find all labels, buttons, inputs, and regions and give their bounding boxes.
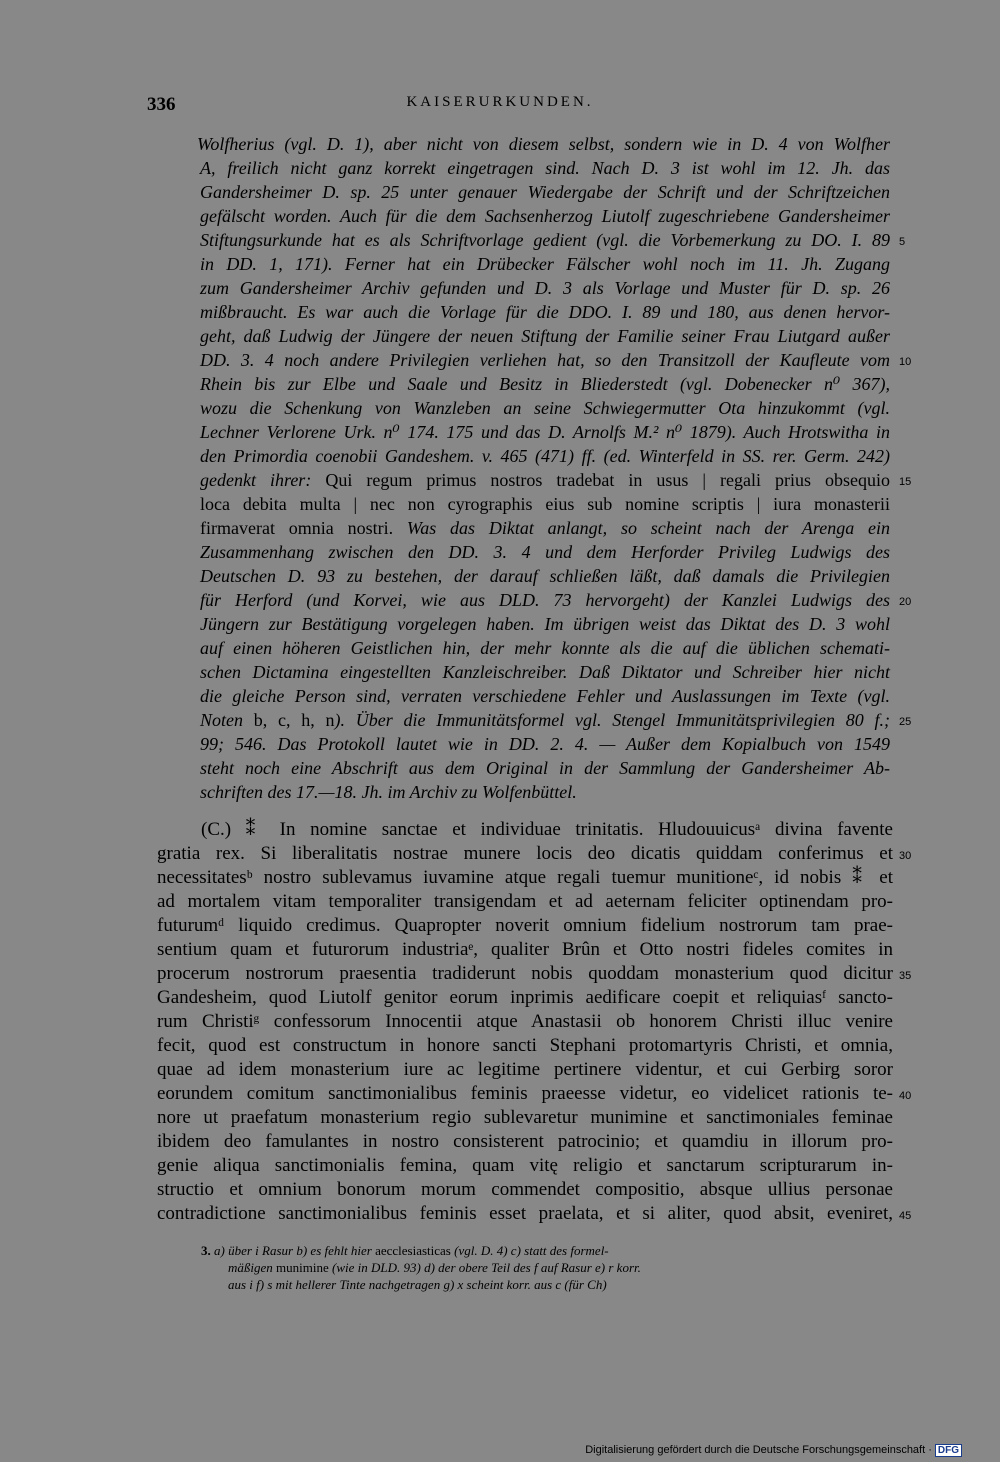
charter-line: structio et omnium bonorum morum commendet compositio, absque ullius personae	[157, 1179, 893, 1200]
footnote-text: (vgl. D. 4)	[450, 1243, 508, 1258]
text-run: ). Über die Immunitätsformel vgl. Stengel Immunitätsprivilegien 80 f.;	[334, 710, 890, 730]
commentary-line	[200, 348, 890, 372]
text-run: 99; 546. Das Protokoll lautet wie in DD. 2. 4. — Außer dem Kopialbuch von 1549	[200, 734, 890, 754]
commentary-line	[197, 132, 890, 156]
charter-line: contradictione sanctimonialibus feminis esset praelata, et si aliter, quod absit, eveniret,	[157, 1203, 893, 1224]
commentary-line	[200, 756, 890, 780]
text-run: Jüngern zur Bestätigung vorgelegen haben. Im übrigen weist das Diktat des D. 3 wohl	[200, 614, 890, 634]
line-number: 45	[899, 1210, 912, 1222]
quote-run: loca debita multa | nec non cyrographis eius sub nomine scriptis | iura monasterii	[200, 494, 890, 514]
text-run: den Primordia coenobii Gandeshem. v. 465 (471) ff. (ed. Winterfeld in SS. rer. Germ. 242)	[200, 446, 890, 466]
charter-line: procerum nostrorum praesentia tradiderunt nobis quoddam monasterium quod dicitur	[157, 963, 893, 984]
footnote-text: aus i	[228, 1277, 253, 1292]
commentary-line	[200, 156, 890, 180]
text-run: Gandersheimer D. sp. 25 unter genauer Wiedergabe der Schrift und der Schriftzeichen	[200, 182, 890, 202]
line-number: 25	[899, 716, 912, 728]
text-run: zum Gandersheimer Archiv gefunden und D. 3 als Vorlage und Muster für D. sp. 26	[200, 278, 890, 298]
commentary-line	[200, 492, 890, 516]
text-run: schen Dictamina eingestellten Kanzleischreiber. Daß Diktator und Schreiber hier nicht	[200, 662, 890, 682]
line-number: 20	[899, 596, 912, 608]
commentary-line	[200, 516, 890, 540]
text-run: geht, daß Ludwig der Jüngere der neuen Stiftung der Familie seiner Frau Liutgard außer	[200, 326, 890, 346]
line-number: 15	[899, 476, 912, 488]
footnote-text: (wie in DLD. 93)	[328, 1260, 421, 1275]
page-number: 336	[147, 94, 176, 115]
charter-line: fecit, quod est constructum in honore sancti Stephani protomartyris Christi, et omnia,	[157, 1035, 893, 1056]
commentary-line	[200, 612, 890, 636]
footnote-text: e) r korr.	[591, 1260, 641, 1275]
quote-run: firmaverat omnia nostri.	[200, 518, 394, 538]
commentary-line	[200, 276, 890, 300]
line-number: 35	[899, 970, 912, 982]
dfg-logo: DFG	[935, 1444, 962, 1457]
line-number: 10	[899, 356, 912, 368]
commentary-line	[200, 372, 890, 396]
text-run: Zusammenhang zwischen den DD. 3. 4 und dem Herforder Privileg Ludwigs des	[200, 542, 890, 562]
commentary-line	[200, 444, 890, 468]
charter-line: nore ut praefatum monasterium regio sublevaretur munimine et sanctimoniales feminae	[157, 1107, 893, 1128]
footnote-text: f) s mit hellerer Tinte nachgetragen	[252, 1277, 441, 1292]
commentary-line	[200, 420, 890, 444]
charter-line: ad mortalem vitam temporaliter transigendam et ad aeternam feliciter optinendam pro-	[157, 891, 893, 912]
footnote-line	[228, 1277, 607, 1293]
text-run: gedenkt ihrer:	[200, 470, 326, 490]
text-run: die gleiche Person sind, verraten verschiedene Fehler und Auslassungen im Texte (vgl.	[200, 686, 890, 706]
text-run: A, freilich nicht ganz korrekt eingetragen sind. Nach D. 3 ist wohl im 12. Jh. das	[200, 158, 890, 178]
charter-line: ibidem deo famulantes in nostro consisterent patrocinio; et quamdiu in illorum pro-	[157, 1131, 893, 1152]
commentary-line	[200, 540, 890, 564]
commentary-line	[200, 324, 890, 348]
text-run: Rhein bis zur Elbe und Saale und Besitz in Bliederstedt (vgl. Dobenecker n⁰ 367),	[200, 374, 890, 394]
charter-line: rum Christiᵍ confessorum Innocentii atque Anastasii ob honorem Christi illuc venire	[157, 1011, 893, 1032]
text-run: Wolfherius (vgl. D. 1), aber nicht von diesem selbst, sondern wie in D. 4 von Wolfher	[197, 134, 890, 154]
line-number: 30	[899, 850, 912, 862]
text-run: Was das Diktat anlangt, so scheint nach der Arenga ein	[393, 518, 890, 538]
text-run: für Herford (und Korvei, wie aus DLD. 73 hervorgeht) der Kanzlei Ludwigs des	[200, 590, 890, 610]
text-run: wozu die Schenkung von Wanzleben an seine Schwiegermutter Ota hinzukommt (vgl.	[200, 398, 890, 418]
footnote-line	[228, 1260, 641, 1276]
commentary-line	[200, 780, 890, 804]
commentary-line	[200, 180, 890, 204]
charter-line: eorundem comitum sanctimonialibus feminis praeesse videtur, eo videlicet rationis te-	[157, 1083, 893, 1104]
charter-line: sentium quam et futurorum industriaᵉ, qualiter Brûn et Otto nostri fideles comites in	[157, 939, 893, 960]
footnote-line	[201, 1243, 609, 1259]
footnote-text: a) über i Rasur	[214, 1243, 294, 1258]
running-head: KAISERURKUNDEN.	[406, 94, 594, 110]
commentary-line	[200, 204, 890, 228]
text-run: steht noch eine Abschrift aus dem Original in der Sammlung der Gandersheimer Ab-	[200, 758, 890, 778]
text-run: gefälscht worden. Auch für die dem Sachsenherzog Liutolf zugeschriebene Gandersheimer	[200, 206, 890, 226]
line-number: 5	[899, 236, 906, 248]
charter-line: genie aliqua sanctimonialis femina, quam vitę religio et sanctarum scripturarum in-	[157, 1155, 893, 1176]
charter-line: quae ad idem monasterium iure ac legitime pertinere videntur, et cui Gerbirg soror	[157, 1059, 893, 1080]
text-run: Lechner Verlorene Urk. n⁰ 174. 175 und das D. Arnolfs M.² n⁰ 1879). Auch Hrotswitha in	[200, 422, 890, 442]
funding-footer	[585, 1444, 962, 1457]
charter-line: Gandesheim, quod Liutolf genitor eorum inprimis aedificare coepit et reliquiasᶠ sancto-	[157, 987, 893, 1008]
charter-line: gratia rex. Si liberalitatis nostrae munere locis deo dicatis quiddam conferimus et	[157, 843, 893, 864]
footnote-number: 3.	[201, 1243, 214, 1258]
commentary-line	[200, 684, 890, 708]
text-run: schriften des 17.—18. Jh. im Archiv zu Wolfenbüttel.	[200, 782, 577, 802]
charter-line: futurumᵈ liquido credimus. Quapropter noverit omnium fidelium nostrorum tam prae-	[157, 915, 893, 936]
text-run: in DD. 1, 171). Ferner hat ein Drübecker Fälscher wohl noch im 11. Jh. Zugang	[200, 254, 890, 274]
commentary-line	[200, 588, 890, 612]
footnote-text: b) es fehlt hier	[293, 1243, 376, 1258]
commentary-line	[200, 300, 890, 324]
footnote-text: c) statt des formel-	[507, 1243, 609, 1258]
note-refs: b, c, h, n	[253, 710, 335, 730]
charter-line: necessitatesᵇ nostro sublevamus iuvamine atque regali tuemur munitioneᶜ, id nobis ⁑ et	[157, 867, 893, 888]
line-number: 40	[899, 1090, 912, 1102]
footnote-text: mäßigen	[228, 1260, 277, 1275]
commentary-line	[200, 228, 890, 252]
charter-line: (C.) ⁑ In nomine sanctae et individuae trinitatis. Hludouuicusᵃ divina favente	[201, 819, 893, 840]
text-run: auf einen höheren Geistlichen hin, der mehr konnte als die auf die üblichen schemati-	[200, 638, 890, 658]
text-run: Deutschen D. 93 zu bestehen, der darauf schließen läßt, daß damals die Privilegien	[200, 566, 890, 586]
commentary-line	[200, 636, 890, 660]
footnote-word: aecclesiasticas	[375, 1243, 451, 1258]
footnote-text: d) der obere Teil des f auf Rasur	[420, 1260, 592, 1275]
commentary-line	[200, 252, 890, 276]
text-run: Stiftungsurkunde hat es als Schriftvorlage gedient (vgl. die Vorbemerkung zu DO. I. 89	[200, 230, 890, 250]
commentary-line	[200, 708, 890, 732]
commentary-line	[200, 660, 890, 684]
text-run: Noten	[200, 710, 254, 730]
footer-text: Digitalisierung gefördert durch die Deutsche Forschungsgemeinschaft ·	[585, 1444, 932, 1456]
commentary-line	[200, 468, 890, 492]
text-run: DD. 3. 4 noch andere Privilegien verliehen hat, so den Transitzoll der Kaufleute vom	[200, 350, 890, 370]
text-run: mißbraucht. Es war auch die Vorlage für die DDO. I. 89 und 180, aus denen hervor-	[200, 302, 890, 322]
quote-run: Qui regum primus nostros tradebat in usus | regali prius obsequio	[325, 470, 890, 490]
commentary-line	[200, 564, 890, 588]
footnote-text: g) x scheint korr. aus c (für Ch)	[440, 1277, 607, 1292]
commentary-line	[200, 396, 890, 420]
footnote-word: munimine	[276, 1260, 329, 1275]
commentary-line	[200, 732, 890, 756]
